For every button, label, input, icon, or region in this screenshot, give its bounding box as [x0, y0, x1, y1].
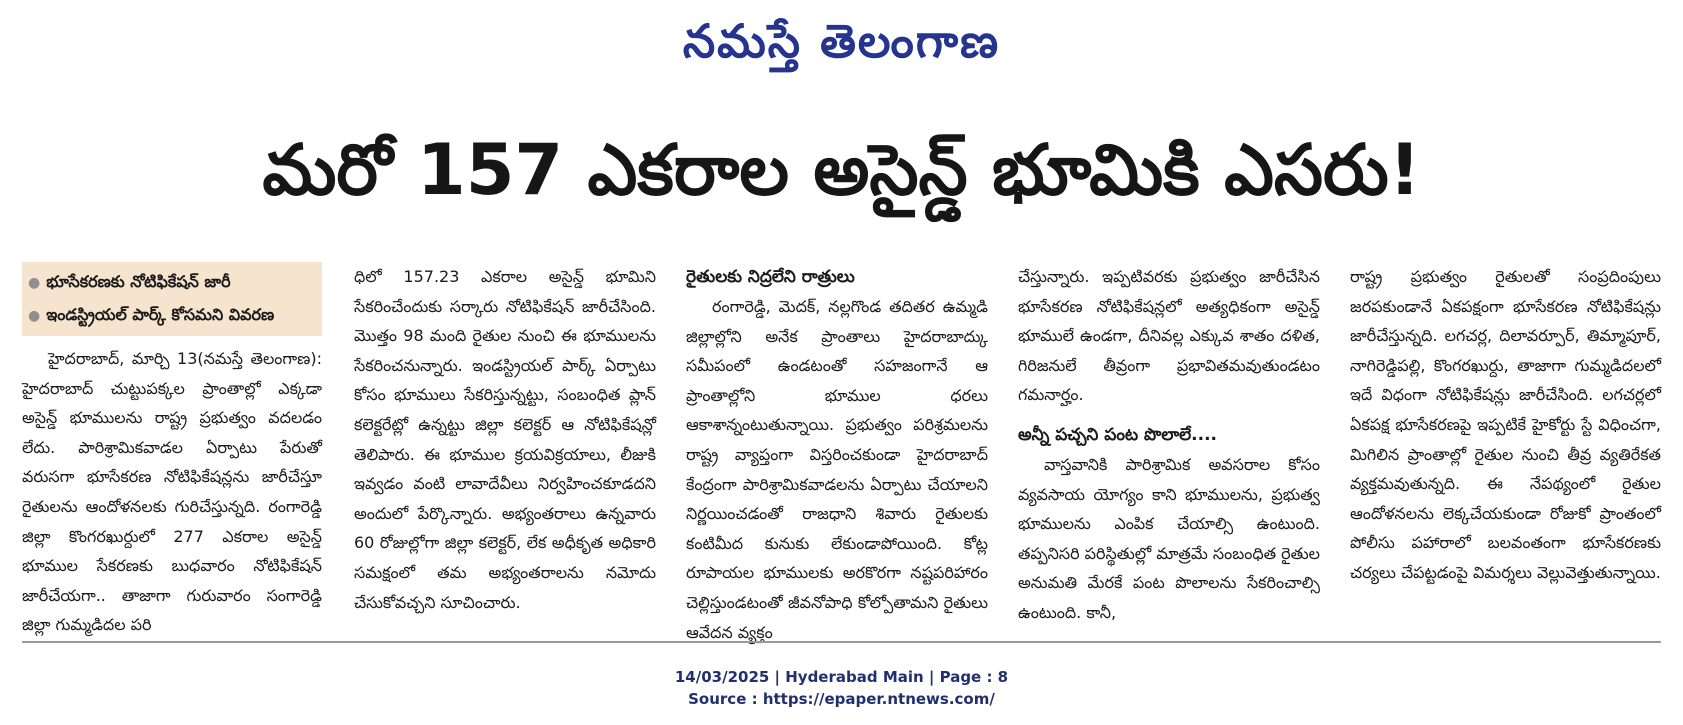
article-column-4 [1018, 262, 1320, 620]
article-paragraph: చేస్తున్నారు. ఇప్పటివరకు ప్రభుత్వం జారీచేసిన భూసేకరణ నోటిఫికేషన్లలో అత్యధికంగా అసైన్డ్ భూములే ఉండగా, దీనివల్ల ఎక్కువ శాతం దళిత, గిరిజనులే తీవ్రంగా ప్రభావితమవుతుండటం గమనార్హం. [1018, 267, 1320, 405]
footer-divider [22, 641, 1661, 643]
article-column-1 [22, 262, 322, 635]
section-subheading: అన్నీ పచ్చని పంట పొలాలే.... [1018, 424, 1218, 445]
article-paragraph: ధిలో 157.23 ఎకరాల అసైన్డ్ భూమిని సేకరించేందుకు సర్కారు నోటిఫికేషన్ జారీచేసింది. మొత్తం 98 మంది రైతుల నుంచి ఈ భూములను సేకరించనున్నారు. ఇండస్ట్రియల్ పార్క్ ఏర్పాటు కోసం భూములు సేకరిస్తున్నట్టు, సంబంధిత ప్లాన్ కలెక్టరేట్లో ఉన్నట్టు జిల్లా కలెక్టర్ ఆ నోటిఫికేషన్లో తెలిపారు. ఈ భూముల క్రయవిక్రయాలు, లీజుకి ఇవ్వడం వంటి లావాదేవీలు నిర్వహించకూడదని అందులో పేర్కొన్నారు. అభ్యంతరాలు ఉన్నవారు 60 రోజుల్లోగా జిల్లా కలెక్టర్, లేక అధీకృత అధికారి సమక్షంలో తమ అభ్యంతరాలను నమోదు చేసుకోవచ్చని సూచించారు. [354, 267, 656, 612]
highlight-item [28, 299, 314, 332]
highlight-item [28, 266, 314, 299]
bullet-icon: ● [28, 308, 41, 324]
article-column-3 [686, 262, 988, 642]
article-paragraph: రాష్ట్ర ప్రభుత్వం రైతులతో సంప్రదింపులు జరపకుండానే ఏకపక్షంగా భూసేకరణ నోటిఫికేషన్లు జారీచేస్తున్నది. లగచర్ల, దిలావర్పూర్, తిమ్మాపూర్, నాగిరెడ్డిపల్లి, కొంగరఖుర్దు, తాజాగా గుమ్మడిదలలో ఇదే విధంగా నోటిఫికేషన్లు జారీచేసింది. లగచర్లలో ఏకపక్ష భూసేకరణపై ఇప్పటికే హైకోర్టు స్టే విధించగా, మిగిలిన ప్రాంతాల్లో రైతుల నుంచి తీవ్ర వ్యతిరేకత వ్యక్తమవుతున్నది. ఈ నేపథ్యంలో రైతుల ఆందోళనలను లెక్కచేయకుండా రోజుకో ప్రాంతంలో పోలీసు పహారాలో బలవంతంగా భూసేకరణకు చర్యలు చేపట్టడంపై విమర్శలు వెల్లువెత్తుతున్నాయి. [1350, 267, 1661, 582]
article-headline: మరో 157 ఎకరాల అసైన్డ్ భూమికి ఎసరు! [262, 129, 1421, 211]
bullet-icon: ● [28, 275, 41, 291]
article-column-5 [1350, 262, 1661, 620]
highlight-text: ఇండస్ట్రియల్ పార్క్ కోసమని వివరణ [46, 305, 275, 324]
article-column-2 [354, 262, 656, 620]
footer-edition-info: 14/03/2025 | Hyderabad Main | Page : 8 [674, 668, 1009, 686]
newspaper-masthead: నమస్తే తెలంగాణ [682, 14, 1001, 68]
highlight-text: భూసేకరణకు నోటిఫికేషన్ జారీ [46, 272, 231, 291]
article-highlights-box [22, 262, 322, 336]
article-paragraph: వాస్తవానికి పారిశ్రామిక అవసరాల కోసం వ్యవసాయ యోగ్యం కాని భూములను, ప్రభుత్వ భూములను ఎంపిక చేయాల్సి ఉంటుంది. తప్పనిసరి పరిస్థితుల్లో మాత్రమే సంబంధిత రైతుల అనుమతి మేరకే పంట పొలాలను సేకరించాల్సి ఉంటుంది. కానీ, [1018, 454, 1320, 622]
section-subheading: రైతులకు నిద్రలేని రాత్రులు [686, 267, 855, 287]
article-paragraph: రంగారెడ్డి, మెదక్, నల్లగొండ తదితర ఉమ్మడి జిల్లాల్లోని అనేక ప్రాంతాలు హైదరాబాద్కు సమీపంలో ఉండటంతో సహజంగానే ఆ ప్రాంతాల్లోని భూముల ధరలు ఆకాశాన్నంటుతున్నాయి. ప్రభుత్వం పరిశ్రమలను రాష్ట్ర వ్యాప్తంగా విస్తరించకుండా హైదరాబాద్ కేంద్రంగా పారిశ్రామికవాడలను ఏర్పాటు చేయాలని నిర్ణయించడంతో రాజధాని శివారు రైతులకు కంటిమీద కునుకు లేకుండాపోయింది. కోట్ల రూపాయల భూములకు అరకొరగా నష్టపరిహారం చెల్లిస్తుండటంతో జీవనోపాధి కోల్పోతామని రైతులు ఆవేదన వ్యక్తం [686, 297, 988, 642]
footer-source: Source : https://epaper.ntnews.com/ [688, 690, 995, 708]
article-paragraph: హైదరాబాద్, మార్చి 13(నమస్తే తెలంగాణ): హైదరాబాద్ చుట్టుపక్కల ప్రాంతాల్లో ఎక్కడా అసైన్డ్ భూములను రాష్ట్ర ప్రభుత్వం వదలడం లేదు. పారిశ్రామికవాడల ఏర్పాటు పేరుతో వరుసగా భూసేకరణ నోటిఫికేషన్లను జారీచేస్తూ రైతులను ఆందోళనలకు గురిచేస్తున్నది. రంగారెడ్డి జిల్లా కొంగరఖుర్దులో 277 ఎకరాల అసైన్డ్ భూముల సేకరణకు బుధవారం నోటిఫికేషన్ జారీచేయగా.. తాజాగా గురువారం సంగారెడ్డి జిల్లా గుమ్మడిదల పరి [22, 349, 322, 635]
